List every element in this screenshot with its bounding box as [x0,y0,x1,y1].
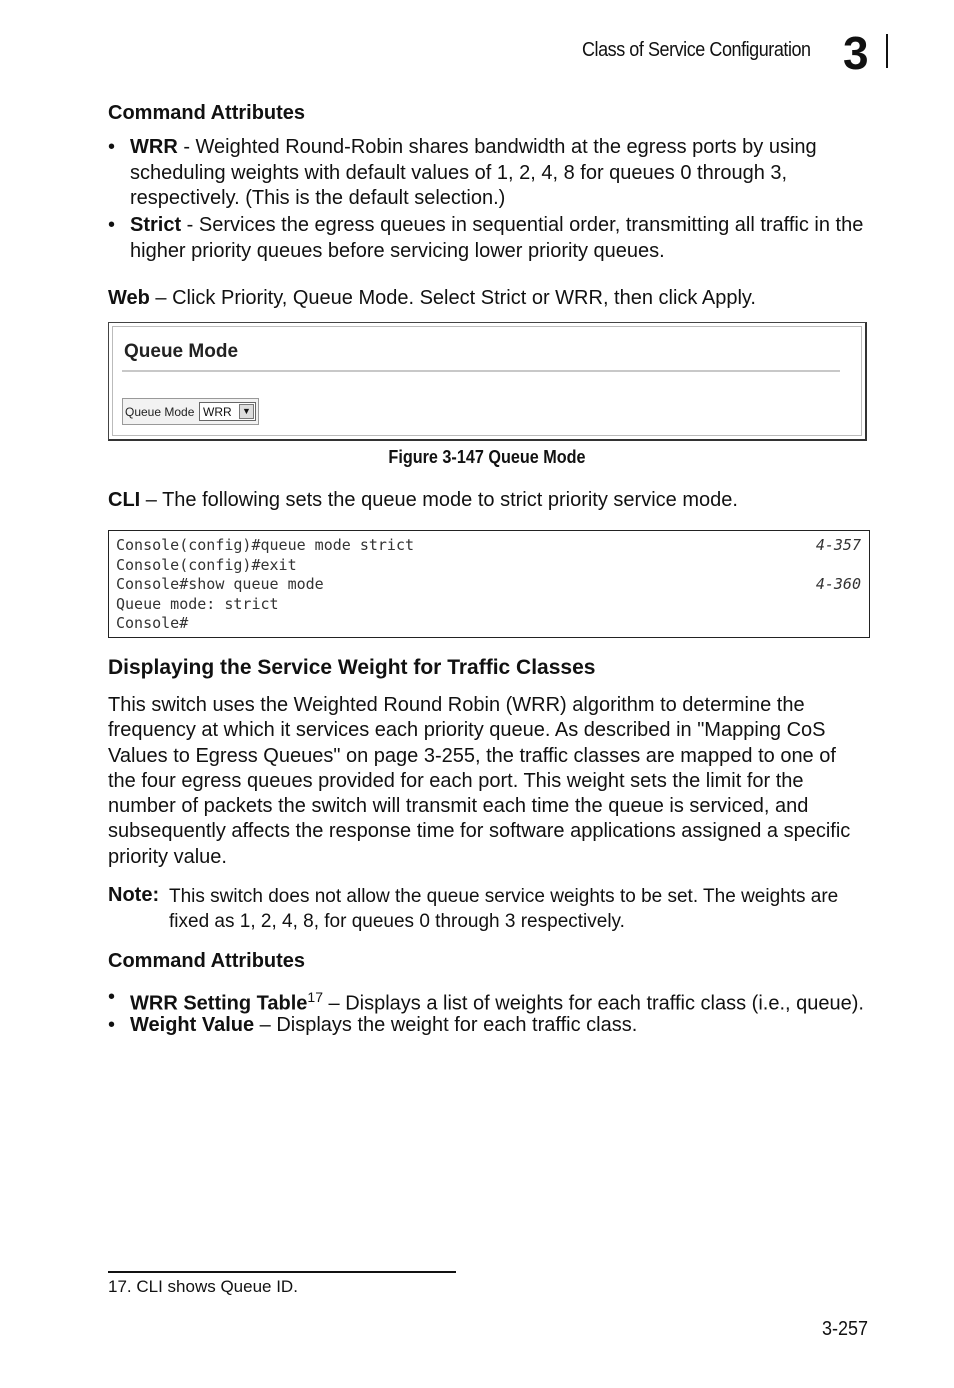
dropdown-arrow-icon[interactable]: ▼ [239,404,254,419]
code-command: Console(config)#queue mode strict [116,536,415,554]
chapter-rule [886,34,888,68]
bullet-dot: • [108,136,116,158]
bullet-strict [108,213,868,264]
figure-caption: Figure 3-147 Queue Mode [388,447,586,467]
bullet-text: – Displays the weight for each traffic class. [254,1014,638,1036]
queue-mode-selected-value: WRR [203,405,232,419]
code-command: Queue mode: strict [116,594,279,613]
bullet-dot: • [108,1014,116,1036]
footnote-rule [108,1271,456,1273]
web-instruction [108,286,868,311]
code-line [116,575,861,595]
bullet-term: WRR [130,136,178,158]
page-number: 3-257 [822,1318,869,1340]
code-page-ref: 4-360 [815,575,861,593]
code-line [116,614,861,634]
code-line [116,595,861,615]
command-attributes-heading-2: Command Attributes [108,950,306,972]
cli-instruction [108,488,868,513]
queue-mode-select[interactable] [199,402,256,421]
cli-text: – The following sets the queue mode to strict priority service mode. [140,489,738,511]
footnote-ref: 17 [307,989,323,1005]
chapter-number: 3 [843,27,867,79]
code-command: Console#show queue mode [116,575,324,593]
code-line [116,556,861,576]
queue-mode-label: Queue Mode [125,405,195,419]
running-header: Class of Service Configuration [582,39,811,61]
code-command: Console# [116,614,189,632]
queue-mode-figure [108,322,867,441]
command-attributes-heading: Command Attributes [108,102,306,124]
section-body: This switch uses the Weighted Round Robin (WRR) algorithm to determine the frequency at which it services each priority queue. As described in "Mapping CoS Values to Egress Queues" on page 3-255, the traffic classes are mapped to one of the four egress queues provided for each port. This weight sets the limit for the number of packets the switch will transmit each time the queue is serviced, and subsequently affects the response time for software applications assigned a specific priority value. [108,694,851,868]
note-label: Note: [108,884,160,906]
section-heading: Displaying the Service Weight for Traffic Classes [108,656,596,679]
web-text: – Click Priority, Queue Mode. Select Strict or WRR, then click Apply. [149,287,756,309]
bullet-text: - Services the egress queues in sequential order, transmitting all traffic in the higher priority queues before servicing lower priority queues. [130,214,864,262]
panel-divider [122,370,840,372]
code-command: Console(config)#exit [116,555,297,574]
code-line [116,536,861,556]
cli-code-block [108,530,870,638]
bullet-term: Strict [130,214,182,236]
bullet-wrr [108,135,868,212]
note-text: This switch does not allow the queue service weights to be set. The weights are fixed as 1, 2, 4, 8, for queues 0 through 3 respectively. [169,886,839,932]
queue-mode-panel [112,326,862,436]
panel-title: Queue Mode [124,341,239,362]
code-page-ref: 4-357 [815,536,861,554]
bullet-text: - Weighted Round-Robin shares bandwidth at the egress ports by using scheduling weights with default values of 1, 2, 4, 8 for queues 0 through 3, respectively. (This is the default selection.) [130,136,817,209]
cli-term: CLI [108,489,141,511]
bullet-text: – Displays a list of weights for each traffic class (i.e., queue). [322,992,864,1015]
bullet-dot: • [108,986,116,1008]
bullet-term: Weight Value [130,1014,255,1036]
queue-mode-control [122,398,259,425]
footnote: 17. CLI shows Queue ID. [108,1277,298,1296]
bullet-weight-value [108,1013,868,1039]
bullet-term: WRR Setting Table [130,992,308,1015]
web-term: Web [108,287,150,309]
bullet-dot: • [108,214,116,236]
